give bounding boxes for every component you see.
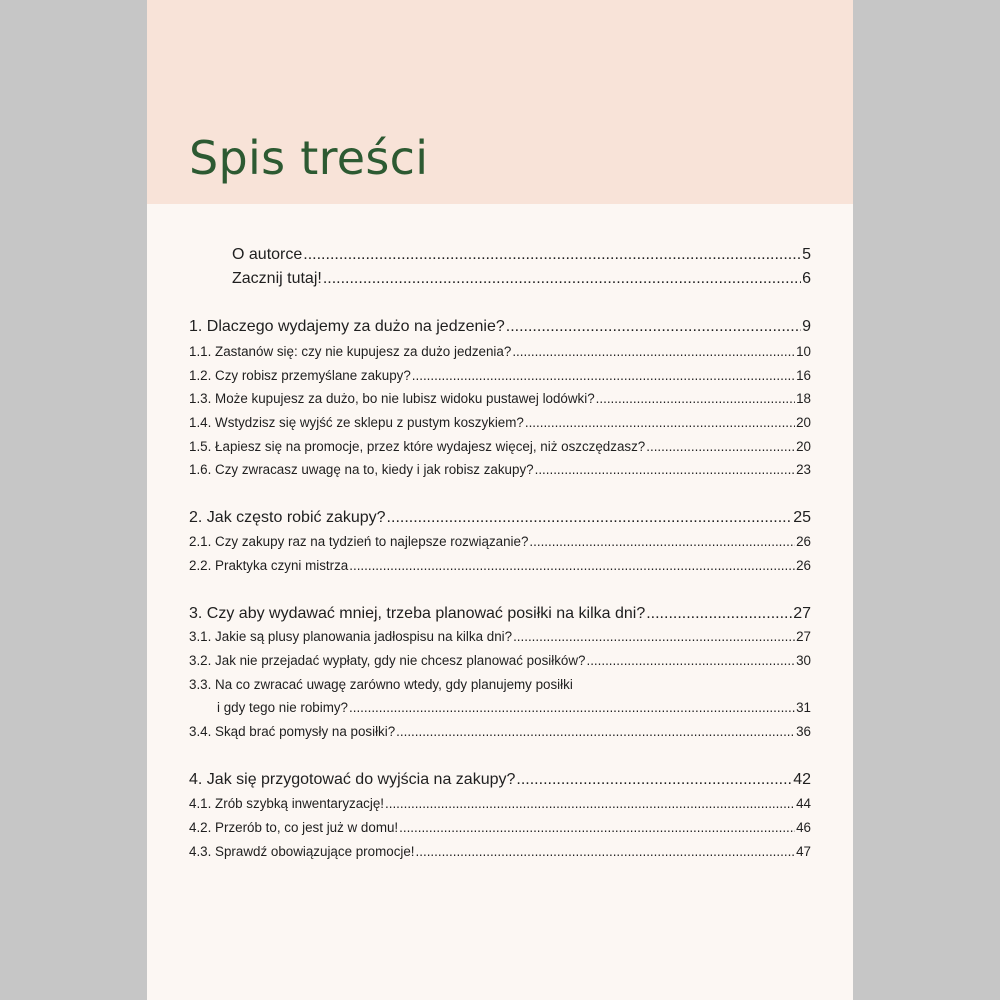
toc-entry-front: Zacznij tutaj! ..... 6 [232, 270, 811, 288]
toc-entry-section: 4.3. Sprawdź obowiązujące promocje! ..... 47 [189, 844, 811, 859]
toc-entry-section: 1.1. Zastanów się: czy nie kupujesz za dużo jedzenia? ..... 10 [189, 344, 811, 359]
toc-entry-chapter: 1. Dlaczego wydajemy za dużo na jedzenie? ..... 9 [189, 318, 811, 336]
toc-entry-section: 3.2. Jak nie przejadać wypłaty, gdy nie chcesz planować posiłków? ..... 30 [189, 653, 811, 668]
toc-entry-section: 4.2. Przerób to, co jest już w domu! ..... 46 [189, 820, 811, 835]
toc-entry-section: 2.1. Czy zakupy raz na tydzień to najlepsze rozwiązanie? ..... 26 [189, 534, 811, 549]
table-of-contents [147, 0, 853, 1000]
toc-entry-chapter: 3. Czy aby wydawać mniej, trzeba planować posiłki na kilka dni? ..... 27 [189, 605, 811, 623]
toc-entry-section: 3.4. Skąd brać pomysły na posiłki? ..... 36 [189, 724, 811, 739]
page-title: Spis treści [189, 131, 429, 185]
toc-entry-section: 1.6. Czy zwracasz uwagę na to, kiedy i jak robisz zakupy? ..... 23 [189, 462, 811, 477]
document-page [147, 0, 853, 1000]
toc-entry-section: i gdy tego nie robimy? ..... 31 [217, 700, 811, 715]
toc-entry-section-line1: 3.3. Na co zwracać uwagę zarówno wtedy, gdy planujemy posiłki [189, 677, 573, 692]
toc-entry-section: 4.1. Zrób szybką inwentaryzację! ..... 44 [189, 796, 811, 811]
toc-entry-chapter: 2. Jak często robić zakupy? ..... 25 [189, 509, 811, 527]
toc-entry-section: 1.4. Wstydzisz się wyjść ze sklepu z pustym koszykiem? ..... 20 [189, 415, 811, 430]
toc-entry-section: 1.2. Czy robisz przemyślane zakupy? ..... 16 [189, 368, 811, 383]
toc-entry-front: O autorce ..... 5 [232, 246, 811, 264]
toc-entry-section: 1.5. Łapiesz się na promocje, przez które wydajesz więcej, niż oszczędzasz? ..... 20 [189, 439, 811, 454]
toc-entry-section: 1.3. Może kupujesz za dużo, bo nie lubisz widoku pustawej lodówki? ..... 18 [189, 391, 811, 406]
toc-entry-chapter: 4. Jak się przygotować do wyjścia na zakupy? ..... 42 [189, 771, 811, 789]
toc-entry-section: 2.2. Praktyka czyni mistrza ..... 26 [189, 558, 811, 573]
toc-entry-section: 3.1. Jakie są plusy planowania jadłospisu na kilka dni? ..... 27 [189, 629, 811, 644]
